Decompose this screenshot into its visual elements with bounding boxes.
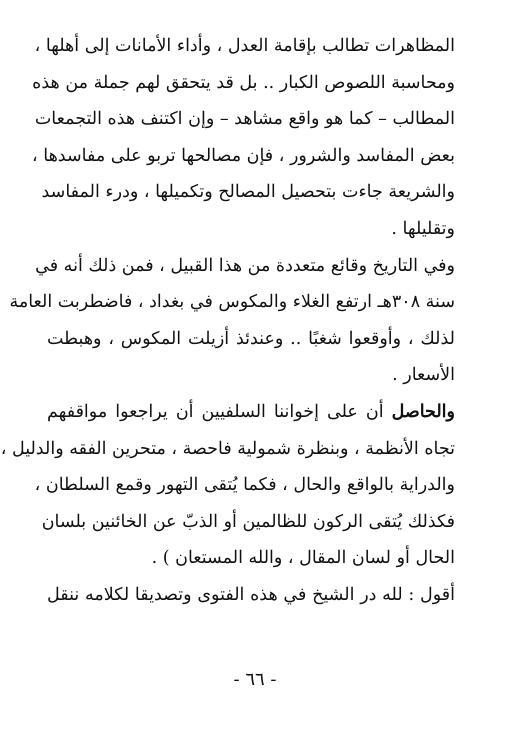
text-line: الحال أو لسان المقال ، والله المستعان ) . — [151, 548, 455, 569]
text-line: لذلك ، وأوقعوا شغبًا .. وعندئذ أزيلت المكوس ، وهبطت — [47, 328, 455, 349]
text-line: وفي التاريخ وقائع متعددة من هذا القبيل ، فمن ذلك أنه في — [35, 255, 455, 276]
text-line: بعض المفاسد والشرور ، فإن مصالحها تربو على مفاسدها ، — [32, 145, 455, 166]
text-line: تجاه الأنظمة ، وبنظرة شمولية فاحصة ، متحرين الفقه والدليل ، — [0, 438, 455, 459]
paragraph-3 — [0, 394, 455, 577]
text-line: المطالب – كما هو واقع مشاهد – وإن اكتنف هذه التجمعات — [34, 109, 455, 130]
bold-lead-word: والحاصل — [391, 401, 455, 422]
text-line: والدراية بالواقع والحال ، فكما يُتقى التهور وقمع السلطان ، — [34, 475, 455, 496]
text-line: سنة ٣٠٨هـ ارتفع الغلاء والمكوس في بغداد ، فاضطربت العامة — [9, 292, 455, 313]
text-line: وتقليلها . — [391, 218, 455, 239]
paragraph-2 — [9, 248, 455, 394]
text-line-rest: أن على إخواننا السلفيين أن يراجعوا مواقفهم — [47, 401, 392, 422]
paragraph-1 — [32, 28, 455, 248]
text-line: والشريعة جاءت بتحصيل المصالح وتكميلها ، ودرء المفاسد — [41, 182, 455, 203]
text-line: أقول : لله در الشيخ في هذه الفتوى وتصديقا لكلامه ننقل — [47, 584, 455, 605]
page-body — [0, 28, 455, 614]
page-number: - ٦٦ - — [233, 669, 277, 690]
text-line: الأسعار . — [392, 365, 455, 386]
paragraph-4 — [47, 577, 455, 614]
text-line — [47, 394, 455, 431]
text-line: ومحاسبة اللصوص الكبار .. بل قد يتحقق لهم جملة من هذه — [32, 72, 455, 93]
text-line: المظاهرات تطالب بإقامة العدل ، وأداء الأمانات إلى أهلها ، — [34, 36, 455, 56]
text-line: فكذلك يُتقى الركون للظالمين أو الذبّ عن الخائنين بلسان — [41, 511, 455, 532]
